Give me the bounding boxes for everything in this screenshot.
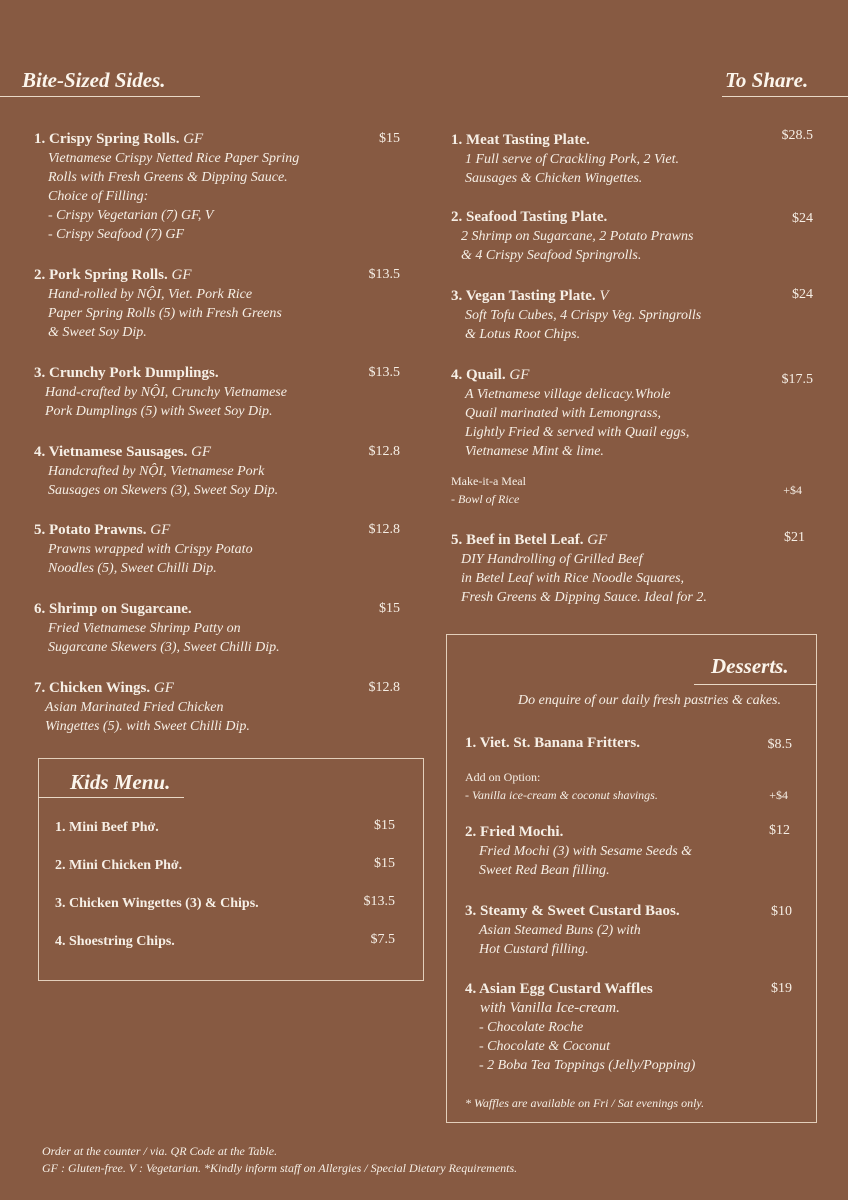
- item-description: Soft Tofu Cubes, 4 Crispy Veg. Springrolls: [465, 308, 702, 323]
- kids-item-price: $7.5: [370, 932, 395, 947]
- item-description: Paper Spring Rolls (5) with Fresh Greens: [48, 306, 282, 321]
- item-title: 1. Crispy Spring Rolls.: [34, 131, 180, 147]
- item-description: Sausages & Chicken Wingettes.: [465, 171, 643, 186]
- item-description: Quail marinated with Lemongrass,: [465, 406, 662, 421]
- item-description: A Vietnamese village delicacy.Whole: [465, 387, 671, 402]
- item-description: Hand-crafted by NỘI, Crunchy Vietnamese: [45, 385, 287, 400]
- item-description: - 2 Boba Tea Toppings (Jelly/Popping): [479, 1058, 696, 1073]
- meal-price: +$4: [783, 483, 802, 497]
- item-price: $24: [792, 287, 813, 302]
- item-description: Sausages on Skewers (3), Sweet Soy Dip.: [48, 483, 279, 498]
- item-price: $21: [784, 530, 805, 545]
- item-name: [451, 287, 701, 306]
- item-description: Wingettes (5). with Sweet Chilli Dip.: [45, 719, 250, 734]
- item-price: $12.8: [368, 680, 400, 695]
- item-description: - Crispy Vegetarian (7) GF, V: [48, 208, 214, 223]
- item-title: 2. Pork Spring Rolls.: [34, 267, 168, 283]
- item-name: [465, 734, 640, 753]
- dietary-tag: GF: [191, 444, 212, 460]
- item-description: Rolls with Fresh Greens & Dipping Sauce.: [48, 170, 288, 185]
- item-name: [34, 364, 287, 383]
- dietary-tag: GF: [150, 522, 171, 538]
- dietary-tag: GF: [183, 131, 204, 147]
- item-name: [34, 443, 278, 462]
- menu-item: [34, 266, 282, 342]
- menu-item: [451, 531, 707, 607]
- kids-item: 2. Mini Chicken Phở.: [55, 858, 183, 873]
- item-description: DIY Handrolling of Grilled Beef: [461, 552, 643, 567]
- item-price: $15: [379, 131, 400, 146]
- item-description: Sweet Red Bean filling.: [479, 863, 610, 878]
- item-price: $8.5: [767, 737, 792, 752]
- item-price: $12.8: [368, 522, 400, 537]
- item-price: $24: [792, 211, 813, 226]
- menu-item: [34, 130, 299, 244]
- menu-item: [34, 443, 278, 500]
- item-name: [451, 366, 689, 385]
- item-title: 1. Meat Tasting Plate.: [451, 132, 590, 148]
- item-price: $28.5: [781, 128, 813, 143]
- share-title-rule: [722, 96, 848, 97]
- item-price: $15: [379, 601, 400, 616]
- addon-label: Add on Option:: [465, 770, 541, 784]
- item-title: 1. Viet. St. Banana Fritters.: [465, 735, 640, 751]
- menu-item: [465, 734, 640, 753]
- item-name: [465, 980, 695, 999]
- item-name: [465, 823, 692, 842]
- addon-price: +$4: [769, 788, 788, 802]
- footer-order-note: Order at the counter / via. QR Code at the Table.: [42, 1144, 278, 1158]
- item-name: [34, 130, 299, 149]
- dietary-tag: V: [599, 288, 609, 304]
- item-description: Handcrafted by NỘI, Vietnamese Pork: [48, 464, 265, 479]
- item-description: Sugarcane Skewers (3), Sweet Chilli Dip.: [48, 640, 280, 655]
- item-price: $10: [771, 904, 792, 919]
- item-description: Lightly Fried & served with Quail eggs,: [465, 425, 690, 440]
- item-description: Noodles (5), Sweet Chilli Dip.: [48, 561, 217, 576]
- item-name: [34, 266, 282, 285]
- dietary-tag: GF: [153, 680, 174, 696]
- menu-item: [34, 679, 250, 736]
- item-price: $17.5: [781, 372, 813, 387]
- item-price: $13.5: [368, 365, 400, 380]
- item-title: 2. Seafood Tasting Plate.: [451, 209, 608, 225]
- item-description: Vietnamese Crispy Netted Rice Paper Spring: [48, 151, 300, 166]
- desserts-note: Do enquire of our daily fresh pastries & cakes.: [518, 693, 781, 708]
- menu-item: [451, 208, 693, 265]
- item-description: Pork Dumplings (5) with Sweet Soy Dip.: [45, 404, 273, 419]
- item-title: 4. Asian Egg Custard Waffles: [465, 981, 653, 997]
- item-description: & Lotus Root Chips.: [465, 327, 581, 342]
- kids-item-price: $13.5: [363, 894, 395, 909]
- desserts-title-rule: [694, 684, 817, 685]
- menu-item: [451, 131, 679, 188]
- item-name: [34, 679, 250, 698]
- menu-item: [451, 366, 689, 461]
- item-title: 2. Fried Mochi.: [465, 824, 564, 840]
- item-description: Asian Marinated Fried Chicken: [45, 700, 224, 715]
- sides-title: Bite-Sized Sides.: [22, 68, 166, 92]
- waffle-note: * Waffles are available on Fri / Sat evenings only.: [465, 1096, 705, 1110]
- menu-item: [465, 823, 692, 880]
- item-description: Fried Mochi (3) with Sesame Seeds &: [479, 844, 693, 859]
- item-description: Asian Steamed Buns (2) with: [479, 923, 641, 938]
- dietary-tag: GF: [587, 532, 608, 548]
- item-title: 4. Quail.: [451, 367, 506, 383]
- item-title: 7. Chicken Wings.: [34, 680, 151, 696]
- item-price: $12: [769, 823, 790, 838]
- dietary-tag: GF: [509, 367, 530, 383]
- item-description: Fried Vietnamese Shrimp Patty on: [48, 621, 241, 636]
- kids-item: 3. Chicken Wingettes (3) & Chips.: [55, 896, 259, 911]
- item-description: - Chocolate Roche: [479, 1020, 584, 1035]
- kids-item-price: $15: [374, 856, 395, 871]
- item-description: Prawns wrapped with Crispy Potato: [48, 542, 253, 557]
- item-description: & Sweet Soy Dip.: [48, 325, 147, 340]
- item-title: 6. Shrimp on Sugarcane.: [34, 601, 192, 617]
- menu-item: [465, 980, 695, 1075]
- item-title: 4. Vietnamese Sausages.: [34, 444, 188, 460]
- item-description: & 4 Crispy Seafood Springrolls.: [461, 248, 642, 263]
- kids-item-price: $15: [374, 818, 395, 833]
- addon-detail: - Vanilla ice-cream & coconut shavings.: [465, 788, 658, 802]
- item-description: Hand-rolled by NỘI, Viet. Pork Rice: [48, 287, 253, 302]
- meal-detail: - Bowl of Rice: [451, 492, 520, 506]
- menu-item: [34, 521, 253, 578]
- menu-item: [451, 287, 701, 344]
- item-name: [451, 131, 679, 150]
- item-price: $13.5: [368, 267, 400, 282]
- item-title: 5. Beef in Betel Leaf.: [451, 532, 584, 548]
- item-description: Vietnamese Mint & lime.: [465, 444, 604, 459]
- item-title: 3. Crunchy Pork Dumplings.: [34, 365, 219, 381]
- item-price: $19: [771, 981, 792, 996]
- meal-label: Make-it-a Meal: [451, 474, 526, 488]
- item-description: 1 Full serve of Crackling Pork, 2 Viet.: [465, 152, 679, 167]
- kids-title: Kids Menu.: [70, 770, 171, 794]
- menu-item: [34, 364, 287, 421]
- share-title: To Share.: [725, 68, 809, 92]
- menu-item: [34, 600, 280, 657]
- kids-title-rule: [38, 797, 184, 798]
- item-title: 3. Steamy & Sweet Custard Baos.: [465, 903, 680, 919]
- item-description: in Betel Leaf with Rice Noodle Squares,: [461, 571, 685, 586]
- item-description: with Vanilla Ice-cream.: [480, 1000, 620, 1016]
- item-name: [451, 208, 693, 227]
- item-price: $12.8: [368, 444, 400, 459]
- kids-item: 1. Mini Beef Phở.: [55, 820, 159, 835]
- sides-title-rule: [0, 96, 200, 97]
- menu-item: [465, 902, 680, 959]
- item-description: 2 Shrimp on Sugarcane, 2 Potato Prawns: [461, 229, 694, 244]
- item-description: - Crispy Seafood (7) GF: [48, 227, 185, 242]
- item-title: 3. Vegan Tasting Plate.: [451, 288, 596, 304]
- item-name: [34, 521, 253, 540]
- item-description: Fresh Greens & Dipping Sauce. Ideal for 2.: [461, 590, 707, 605]
- item-name: [451, 531, 707, 550]
- dietary-tag: GF: [171, 267, 192, 283]
- item-description: Choice of Filling:: [48, 189, 149, 204]
- item-description: Hot Custard filling.: [479, 942, 589, 957]
- item-description: - Chocolate & Coconut: [479, 1039, 611, 1054]
- item-name: [465, 902, 680, 921]
- item-name: [34, 600, 280, 619]
- desserts-title: Desserts.: [711, 654, 789, 678]
- footer-dietary-note: GF : Gluten-free. V : Vegetarian. *Kindly inform staff on Allergies / Special Dietary Requirements.: [42, 1161, 518, 1175]
- kids-item: 4. Shoestring Chips.: [55, 934, 175, 949]
- item-title: 5. Potato Prawns.: [34, 522, 147, 538]
